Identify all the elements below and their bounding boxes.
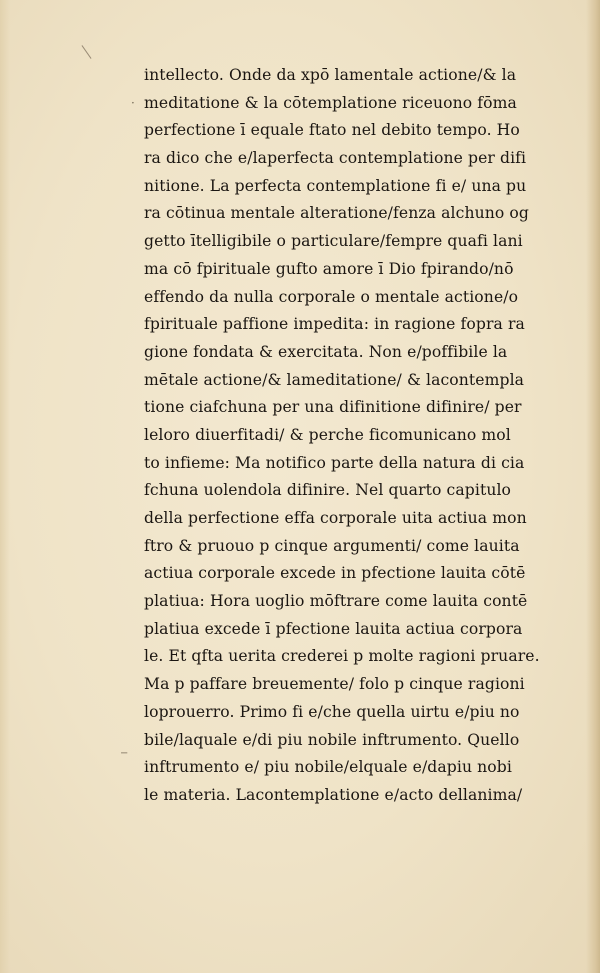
text-line: to infieme: Ma notifico parte della natura di cia [144,453,525,472]
text-line: le. Et qfta uerita crederei p molte ragioni pruare. [144,647,540,666]
margin-dash-mark: − [120,748,129,759]
text-line: leloro diuerfitadi/ & perche ficomunicano mol [144,425,511,444]
text-line: fchuna uolendola difinire. Nel quarto capitulo [144,481,512,500]
text-line: meditatione & la cōtemplatione riceuono fōma [144,93,517,112]
text-block [144,62,576,810]
text-line: loprouerro. Primo fi e/che quella uirtu e/piu no [144,702,520,721]
gutter-shadow [0,0,10,973]
margin-tick-mark [82,45,92,59]
text-line: effendo da nulla corporale o mentale actione/o [144,287,519,306]
text-line: ftro & pruouo p cinque argumenti/ come lauita [144,536,520,555]
margin-dot-mark: · [131,96,135,110]
text-line: della perfectione effa corporale uita actiua mon [144,509,527,527]
text-line: nitione. La perfecta contemplatione fi e/ una pu [144,176,527,195]
text-line: Ma p paffare breuemente/ folo p cinque ragioni [144,675,525,694]
text-line: ma cō fpirituale gufto amore ī Dio fpirando/nō [144,259,514,278]
text-line: platiua: Hora uoglio mōftrare come lauita contē [144,592,528,611]
text-line: ra cōtinua mentale alteratione/fenza alchuno og [144,204,529,223]
page-edge [586,0,600,973]
text-line: getto ītelligibile o particulare/fempre quafi lani [144,232,523,251]
text-line: gione fondata & exercitata. Non e/poffibile la [144,342,508,361]
text-line: tione ciafchuna per una difinitione difinire/ per [144,398,522,417]
text-line: inftrumento e/ piu nobile/elquale e/dapiu nobi [144,758,512,777]
text-line: le materia. Lacontemplatione e/acto dellanima/ [144,785,523,804]
text-line: perfectione ī equale ftato nel debito tempo. Ho [144,121,520,140]
text-line: ra dico che e/laperfecta contemplatione per difi [144,149,527,168]
text-line: fpirituale paffione impedita: in ragione fopra ra [144,315,525,334]
text-line: mētale actione/& lameditatione/ & lacontempla [144,370,525,389]
text-line: bile/laquale e/di piu nobile inftrumento. Quello [144,730,520,749]
text-line: actiua corporale excede in pfectione lauita cōtē [144,564,526,583]
text-line: intellecto. Onde da xpō lamentale actione/& la [144,66,517,84]
text-line: platiua excede ī pfectione lauita actiua corpora [144,619,523,638]
